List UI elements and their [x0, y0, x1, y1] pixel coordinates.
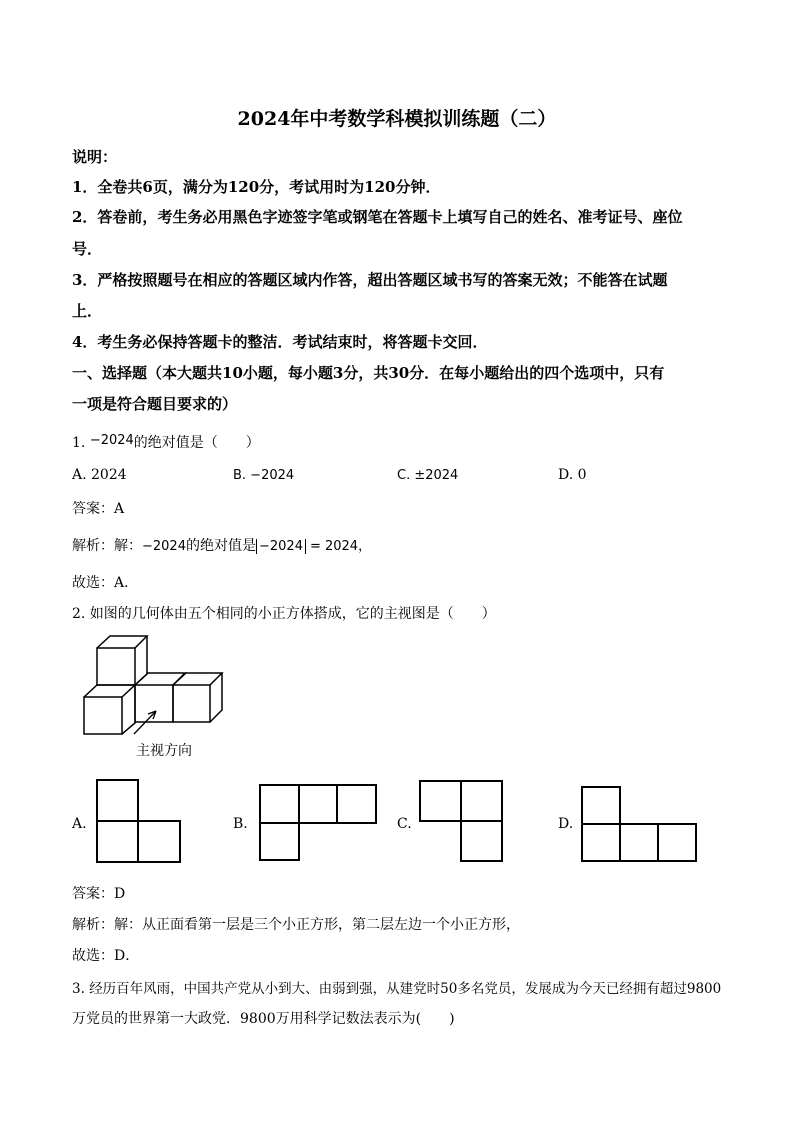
- q2-option-a-figure: [96, 779, 182, 864]
- q1-analysis-abs: −2024: [256, 539, 306, 554]
- q1-conclusion: 故选：A．: [72, 575, 139, 591]
- q1-option-a: A. 2024: [72, 467, 127, 483]
- top-cube: [97, 636, 147, 685]
- q2-option-d-label: D.: [558, 816, 574, 832]
- instruction-2: 2．答卷前，考生务必用黑色字迹签字笔或钢笔在答题卡上填写自己的姓名、准考证号、座位: [72, 208, 683, 226]
- instruction-1: 1．全卷共6页，满分为120分，考试用时为120分钟．: [72, 178, 441, 196]
- q1-analysis-prefix: 解析：解：: [72, 538, 142, 554]
- q1-expr: −2024: [89, 433, 134, 448]
- q2-option-b-label: B.: [233, 816, 248, 832]
- q2-view-label: 主视方向: [136, 743, 192, 759]
- q1-analysis-expr: −2024: [142, 539, 186, 554]
- page-title: 2024年中考数学科模拟训练题（二）: [237, 108, 557, 130]
- q1-option-c: C. ±2024: [397, 468, 459, 483]
- q1-answer: 答案：A: [72, 501, 125, 517]
- instruction-3-cont: 上．: [72, 302, 103, 320]
- q2-solid-figure: [80, 634, 230, 738]
- bottom-right-cube: [173, 673, 222, 722]
- q2-option-d-figure: [581, 786, 699, 863]
- q1-analysis-mid: 的绝对值是: [185, 538, 256, 554]
- instructions-heading: 说明：: [72, 148, 118, 166]
- q1-analysis-result: = 2024，: [309, 539, 372, 554]
- q2-option-c-figure: [419, 780, 505, 863]
- q2-option-b-figure: [259, 784, 379, 862]
- bottom-left-cube: [84, 685, 135, 734]
- q2-analysis: 解析：解：从正面看第一层是三个小正方形，第二层左边一个小正方形，: [72, 917, 520, 933]
- q2-option-a-label: A.: [72, 816, 87, 832]
- q1-analysis: [72, 535, 371, 555]
- q1-option-d: D. 0: [558, 467, 587, 483]
- q3-stem-line2: 万党员的世界第一大政党．9800万用科学记数法表示为( ): [72, 1011, 455, 1027]
- instruction-2-cont: 号．: [72, 240, 103, 258]
- q1-option-b: B. −2024: [233, 468, 295, 483]
- instruction-3: 3．严格按照题号在相应的答题区域内作答，超出答题区域书写的答案无效；不能答在试题: [72, 271, 668, 289]
- q2-conclusion: 故选：D．: [72, 948, 140, 964]
- q1-stem-text: 的绝对值是（ ）: [133, 435, 260, 451]
- section-heading-line2: 一项是符合题目要求的）: [72, 395, 238, 413]
- q2-stem: 2. 如图的几何体由五个相同的小正方体搭成，它的主视图是（ ）: [72, 606, 496, 622]
- q1-stem: [72, 432, 260, 452]
- section-heading-line1: 一、选择题（本大题共10小题，每小题3分，共30分．在每小题给出的四个选项中，只有: [72, 364, 665, 382]
- q2-option-c-label: C.: [397, 816, 412, 832]
- q2-answer: 答案：D: [72, 886, 126, 902]
- q1-number: 1.: [72, 435, 86, 451]
- q3-stem-line1: 3. 经历百年风雨，中国共产党从小到大、由弱到强，从建党时50多名党员，发展成为今天已经拥有超过9800: [72, 981, 722, 997]
- instruction-4: 4．考生务必保持答题卡的整洁．考试结束时，将答题卡交回．: [72, 333, 488, 351]
